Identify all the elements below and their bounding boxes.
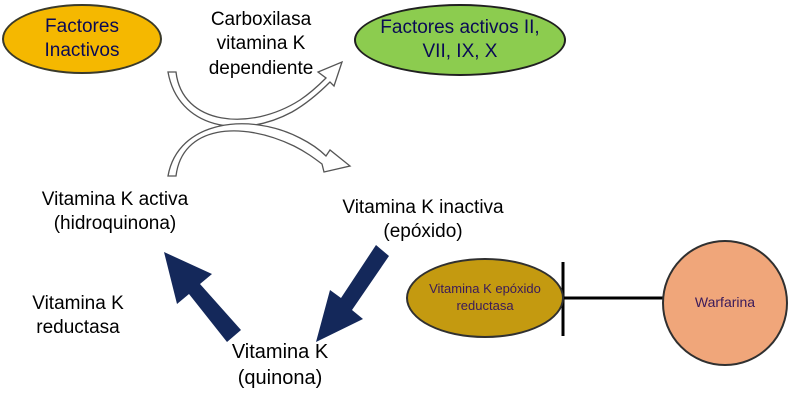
carboxylase-line1: Carboxilasa xyxy=(210,9,312,30)
vitk-reductase-label xyxy=(18,292,138,341)
vitk-reductase-line1: Vitamina K xyxy=(32,293,124,314)
vitk-quinone-label xyxy=(218,340,342,391)
vitk-active-label xyxy=(18,188,212,237)
vitk-reductase-line2: reductasa xyxy=(36,317,120,339)
vitk-quinone-line2: (quinona) xyxy=(237,366,323,389)
inactive-factors-line1: Factores xyxy=(45,15,119,37)
epoxide-reductase-node xyxy=(406,258,564,338)
vitk-active-line2: (hidroquinona) xyxy=(53,213,177,235)
vitk-inactive-label xyxy=(328,196,518,245)
arrow-reductase-to-hydroquinone xyxy=(164,252,241,342)
active-factors-line2: VII, IX, X xyxy=(422,41,498,62)
epoxide-reductase-line2: reductasa xyxy=(456,298,514,313)
vitk-inactive-line2: (epóxido) xyxy=(383,221,463,243)
warfarin-label: Warfarina xyxy=(694,294,756,311)
active-factors-node xyxy=(354,4,566,76)
carboxylase-label xyxy=(196,8,326,81)
vitk-inactive-line1: Vitamina K inactiva xyxy=(342,197,504,218)
vitk-active-line1: Vitamina K activa xyxy=(41,189,189,210)
carboxylase-line2: vitamina K xyxy=(216,33,306,55)
carboxylase-line3: dependiente xyxy=(208,57,314,79)
active-factors-line1: Factores activos II, xyxy=(380,16,540,38)
warfarin-node xyxy=(662,240,788,366)
inactive-factors-line2: Inactivos xyxy=(44,40,120,61)
curved-arrow-to-inactive-vitk xyxy=(168,124,350,176)
vitk-quinone-line1: Vitamina K xyxy=(231,341,329,363)
epoxide-reductase-line1: Vitamina K epóxido xyxy=(429,281,541,297)
arrow-epoxide-to-quinone xyxy=(316,245,389,342)
inactive-factors-node xyxy=(2,4,162,74)
